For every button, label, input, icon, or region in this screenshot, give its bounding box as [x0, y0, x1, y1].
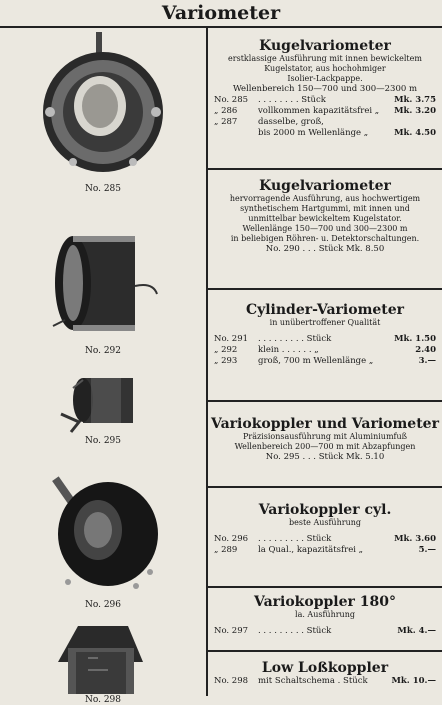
variometer-285-illustration — [28, 32, 178, 182]
section-low-losskoppler — [208, 650, 442, 696]
description-line: hervorragende Ausführung, aus hochwertigem — [229, 194, 421, 203]
item-description: mit Schaltschema . Stück — [258, 676, 368, 686]
item-number: „ 292 — [214, 345, 238, 355]
item-description: bis 2000 m Wellenlänge „ — [258, 128, 369, 138]
section-title: Low Loßkoppler — [261, 660, 389, 676]
wave-range: Wellenbereich 150—700 und 300—2300 m — [232, 84, 418, 94]
item-number: No. 291 — [214, 334, 249, 344]
section-title: Variokoppler 180° — [254, 594, 396, 610]
figure-295 — [0, 368, 206, 438]
price-row — [208, 95, 442, 106]
price-row — [208, 334, 442, 345]
item-price: Mk. 4.— — [397, 626, 436, 636]
description-line: Kugelstator, aus hochohmiger — [264, 64, 386, 73]
description-line: erstklassige Ausführung mit innen bewickeltem — [228, 54, 422, 63]
price-row — [208, 356, 442, 367]
section-title: Kugelvariometer — [259, 38, 391, 54]
section-subtitle: la. Ausführung — [295, 610, 355, 619]
item-description: . . . . . . . . . Stück — [258, 534, 332, 544]
item-description: . . . . . . . . Stück — [258, 95, 326, 105]
item-description: . . . . . . . . . Stück — [258, 334, 332, 344]
item-number: No. 298 — [214, 676, 249, 686]
caption-298: No. 298 — [84, 695, 122, 705]
section-variokoppler-und-variometer — [208, 400, 442, 488]
item-number: „ 287 — [214, 117, 238, 127]
section-title: Kugelvariometer — [259, 178, 391, 194]
price-row — [208, 128, 442, 139]
item-number: No. 297 — [214, 626, 249, 636]
description-line: synthetischem Hartgummi, mit innen und — [240, 204, 410, 213]
variometer-295-illustration — [53, 368, 153, 438]
item-price — [388, 117, 436, 128]
caption-285: No. 285 — [84, 184, 122, 194]
item-price: Mk. 10.— — [391, 676, 436, 686]
item-number: „ 289 — [214, 545, 238, 555]
price-row — [208, 534, 442, 545]
item-number: „ 293 — [214, 356, 238, 366]
caption-295: No. 295 — [84, 436, 122, 446]
price-line: No. 290 . . . Stück Mk. 8.50 — [265, 244, 385, 254]
item-description: dasselbe, groß, — [258, 117, 324, 127]
figure-285 — [0, 32, 206, 182]
section-subtitle: beste Ausführung — [288, 518, 361, 527]
section-title: Variokoppler cyl. — [258, 502, 392, 518]
catalogue-column — [208, 28, 442, 696]
price-row — [208, 676, 442, 687]
illustrations-column — [0, 28, 206, 705]
section-title: Variokoppler und Variometer — [211, 416, 439, 432]
price-line: No. 295 . . . Stück Mk. 5.10 — [265, 452, 385, 462]
description-line: unmittelbar bewickeltem Kugelstator. — [248, 214, 402, 223]
section-subtitle: in unübertroffener Qualität — [269, 318, 381, 327]
item-description: vollkommen kapazitätsfrei „ — [258, 106, 380, 116]
section-kugelvariometer-2 — [208, 168, 442, 290]
item-description: . . . . . . . . . Stück — [258, 626, 332, 636]
section-cylinder-variometer — [208, 288, 442, 402]
variometer-292-illustration — [43, 226, 163, 341]
caption-296: No. 296 — [84, 600, 122, 610]
item-number: No. 296 — [214, 534, 249, 544]
price-row — [208, 106, 442, 117]
description-line: Isolier-Lackpappe. — [287, 74, 363, 83]
item-number: „ 286 — [214, 106, 238, 116]
variometer-298-illustration — [48, 622, 158, 694]
section-variokoppler-180 — [208, 586, 442, 652]
page-title: Variometer — [0, 0, 442, 28]
price-row — [208, 545, 442, 556]
figure-296 — [0, 472, 206, 594]
figure-292 — [0, 226, 206, 341]
item-number — [214, 128, 258, 139]
item-number: No. 285 — [214, 95, 249, 105]
section-kugelvariometer-1 — [208, 28, 442, 170]
item-price: Mk. 1.50 — [394, 334, 436, 344]
section-variokoppler-cyl — [208, 486, 442, 588]
caption-292: No. 292 — [84, 346, 122, 356]
item-price: Mk. 4.50 — [394, 128, 436, 138]
variometer-296-illustration — [38, 472, 168, 594]
item-description: klein . . . . . . „ — [258, 345, 319, 355]
description-line: in beliebigen Röhren- u. Detektorschaltungen. — [230, 234, 420, 243]
item-price: 2.40 — [415, 345, 436, 355]
item-price: 3.— — [418, 356, 436, 366]
item-price: Mk. 3.60 — [394, 534, 436, 544]
price-row — [208, 345, 442, 356]
section-title: Cylinder-Variometer — [245, 302, 405, 318]
item-description: groß, 700 m Wellenlänge „ — [258, 356, 374, 366]
item-price: Mk. 3.20 — [394, 106, 436, 116]
description-line: Wellenlänge 150—700 und 300—2300 m — [242, 224, 408, 233]
item-description: la Qual., kapazitätsfrei „ — [258, 545, 364, 555]
item-price: Mk. 3.75 — [394, 95, 436, 105]
price-row — [208, 117, 442, 128]
description-line: Präzisionsausführung mit Aluminiumfuß — [242, 432, 407, 441]
price-row — [208, 626, 442, 637]
item-price: 5.— — [418, 545, 436, 555]
figure-298 — [0, 622, 206, 694]
description-line: Wellenbereich 200—700 m mit Abzapfungen — [234, 442, 416, 451]
